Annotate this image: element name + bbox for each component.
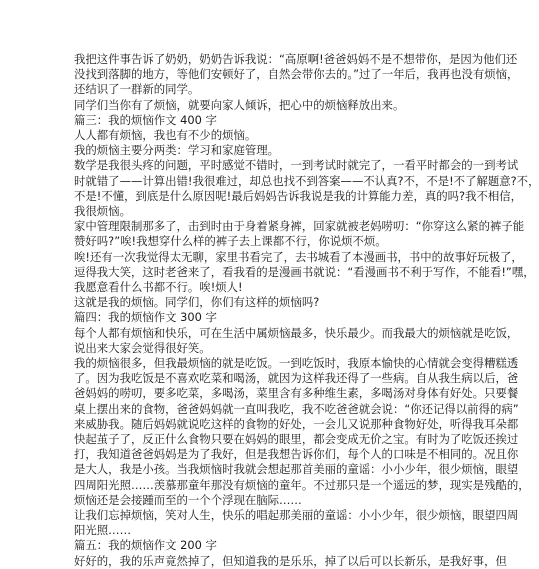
text-line: 我愿意看什么书都不行。唉!烦人! <box>74 280 243 294</box>
section-heading: 篇五：我的烦恼作文 200 字 <box>74 538 217 553</box>
text-line: 了。因为我吃饭是不喜欢吃菜和喝汤，就因为这样我还得了一些病。自从我生病以后，爸 <box>74 371 519 386</box>
text-line: 这就是我的烦恼。同学们，你们有这样的烦恼吗? <box>74 295 320 310</box>
text-line: 每个人都有烦恼和快乐，可在生活中属烦恼最多，快乐最少。而我最大的烦恼就是吃饭， <box>74 325 519 340</box>
section-heading: 篇四：我的烦恼作文 300 字 <box>74 310 217 325</box>
text-line: 逗得我大笑，这时老爸来了，看我看的是漫画书就说：“看漫画书不利于写作，不能看!”嘿， <box>74 264 535 279</box>
text-line: 我的烦恼主要分两类：学习和家庭管理。 <box>74 143 280 158</box>
text-line: 唉!还有一次我觉得太无聊，家里书看完了，去书城看了本漫画书，书中的故事好玩极了， <box>74 249 523 264</box>
text-line: 四周阳光照……羡慕那童年那没有烦恼的童年。不过那只是一个遥远的梦，现实是残酷的， <box>74 477 530 492</box>
text-line: 爸妈妈的唠叨，要多吃菜，多喝汤，菜里含有多种维生素，多喝汤对身体有好处。只要餐 <box>74 386 519 401</box>
text-line: 还结识了一群新的同学。 <box>74 82 200 97</box>
text-line: 来威胁我。随后妈妈就说吃这样的食物的好处，一会儿又说那种食物好处，听得我耳朵都 <box>74 416 519 431</box>
text-line: 打，我知道爸爸妈妈是为了我好，但是我想告诉你们，每个人的口味是不相同的。况且你 <box>74 447 519 462</box>
text-line: 我很烦恼。 <box>74 204 131 218</box>
text-line: 不是!不懂，到底是什么原因呢!最后妈妈告诉我说是我的计算能力差，真的吗?我不相信， <box>74 188 523 203</box>
text-line: 没找到落脚的地方，等他们安顿好了，自然会带你去的。”过了一年后，我再也没有烦恼， <box>74 67 519 82</box>
text-line: 数学是我很头疼的问题，平时感觉不错时，一到考试时就完了，一看平时都会的一到考试 <box>74 158 519 173</box>
text-line: 时就错了——计算出错!我很难过，却总也找不到答案——不认真?不，不是!不了解题意?不， <box>74 173 539 188</box>
text-line: 说出来大家会觉得很好笑。 <box>74 340 211 355</box>
text-line: 让我们忘掉烦恼，笑对人生，快乐的唱起那美丽的童谣：小小少年，很少烦恼，眼望四周 <box>74 508 519 522</box>
text-line: 烦恼还是会接踵而至的一个个浮现在脑际…… <box>74 492 302 507</box>
text-line: 快起茧子了，反正什么食物只要在妈妈的眼里，都会变成无价之宝。有时为了吃饭还挨过 <box>74 432 519 446</box>
text-line: 家中管理限制那多了，击到时由于身着紧身裤，回家就被老妈唠叨：“你穿这么紧的裤子能 <box>74 219 525 234</box>
text-line: 同学们当你有了烦恼，就要向家人倾诉，把心中的烦恼释放出来。 <box>74 97 405 112</box>
text-line: 我的烦恼很多，但我最烦恼的就是吃饭。一到吃饭时，我原本愉快的心情就会变得糟糕透 <box>74 356 519 370</box>
text-line: 我把这件事告诉了奶奶，奶奶告诉我说：“高原啊!爸爸妈妈不是不想带你，是因为他们还 <box>74 52 518 66</box>
text-line: 赞好吗?”唉!我想穿什么样的裤子去上课都不行，你说烦不烦。 <box>74 234 387 249</box>
text-line: 桌上摆出来的食物，爸爸妈妈就一直叫我吃，我不吃爸爸就会说：“你还记得以前得的病” <box>74 401 519 416</box>
text-line: 人人都有烦恼，我也有不少的烦恼。 <box>74 128 257 142</box>
section-heading: 篇三：我的烦恼作文 400 字 <box>74 112 217 127</box>
text-line: 是大人，我是小孩。当我烦恼时我就会想起那首美丽的童谣：小小少年，很少烦恼，眼望 <box>74 462 519 477</box>
text-line: 好好的，我的乐声竟然掉了，但知道我的是乐乐，掉了以后可以长新乐，是我好事，但 <box>74 553 507 568</box>
text-line: 阳光照…… <box>74 523 131 538</box>
